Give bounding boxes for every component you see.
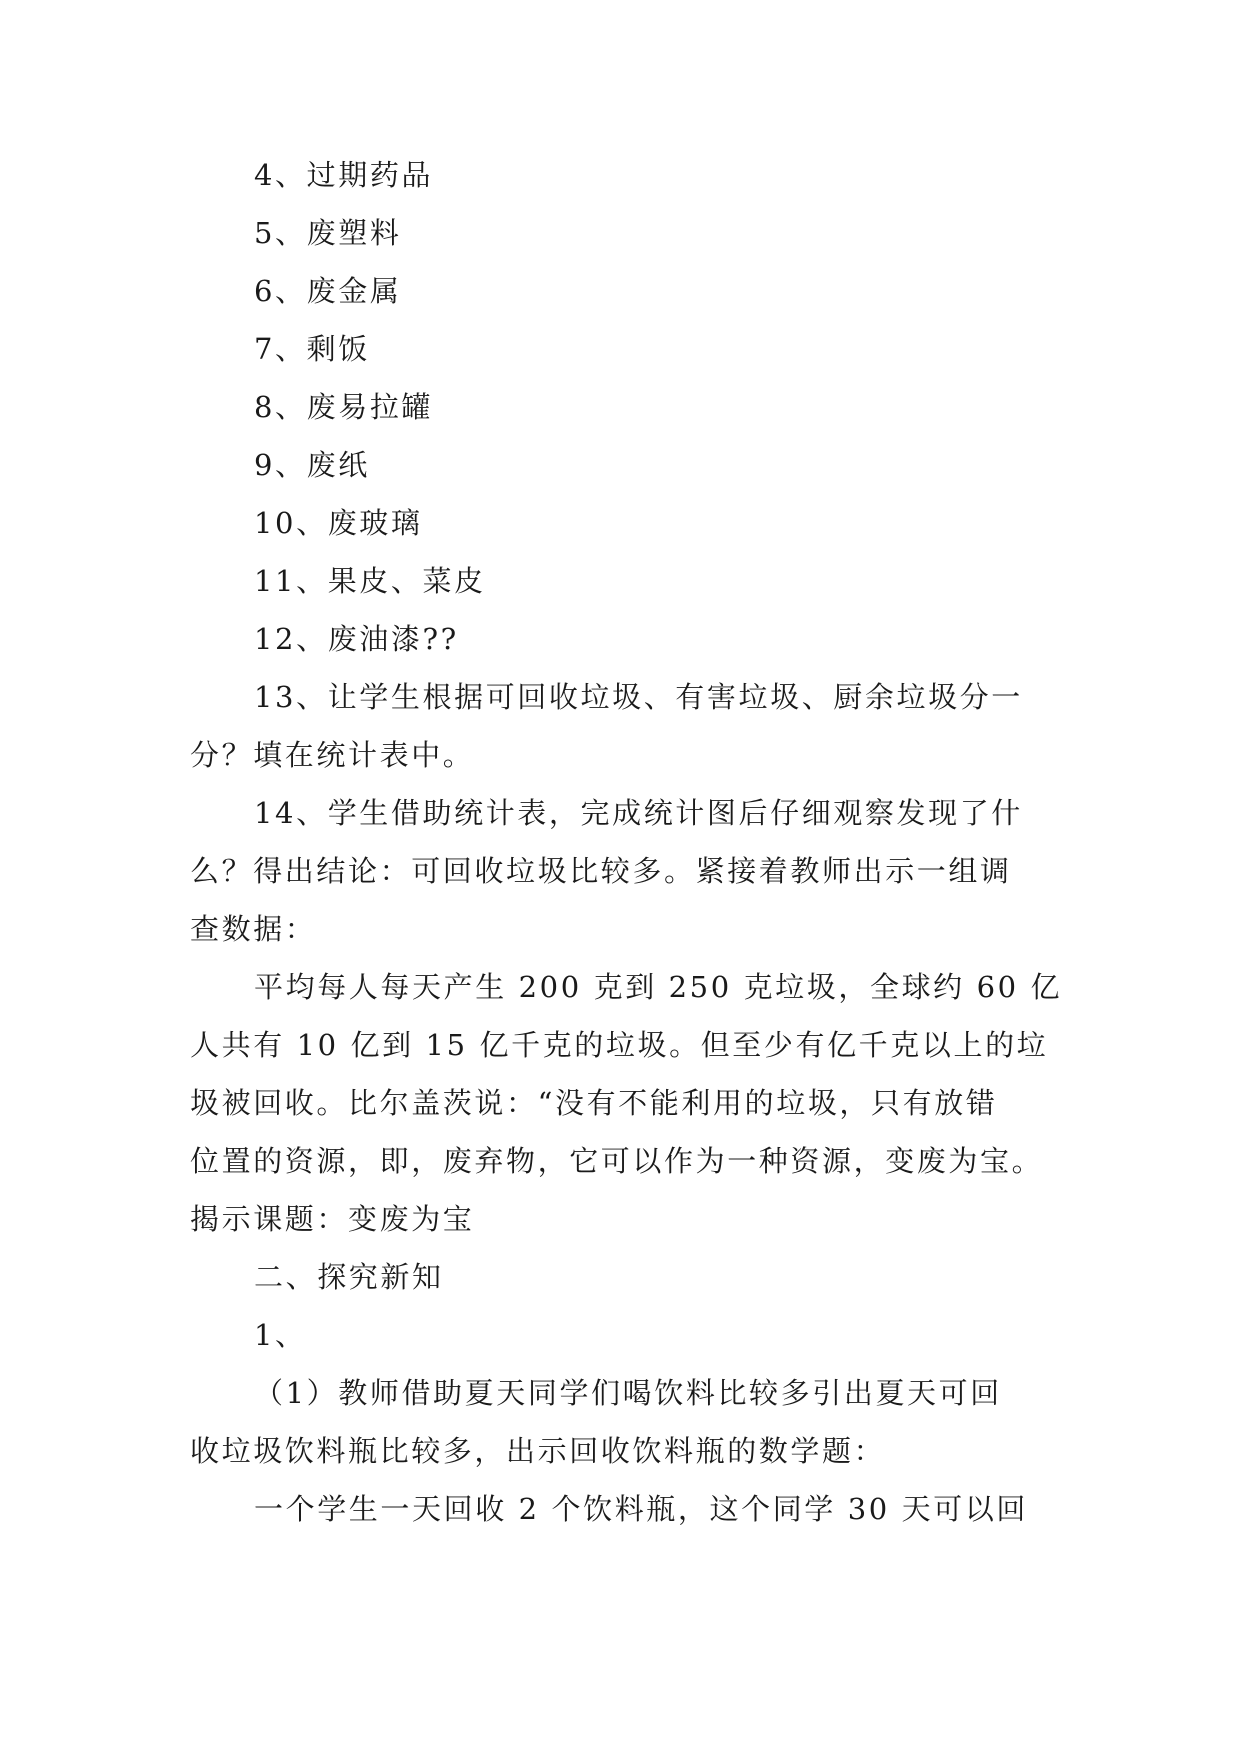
paragraph-14-line-1: 14、学生借助统计表，完成统计图后仔细观察发现了什 — [254, 796, 1023, 830]
data-paragraph-line-1: 平均每人每天产生 200 克到 250 克垃圾，全球约 60 亿 — [254, 970, 1063, 1004]
data-paragraph-line-2: 人共有 10 亿到 15 亿千克的垃圾。但至少有亿千克以上的垃 — [190, 1028, 1049, 1062]
paragraph-14-line-2: 么？得出结论：可回收垃圾比较多。紧接着教师出示一组调 — [190, 854, 1012, 888]
paragraph-13-line-2: 分？填在统计表中。 — [190, 738, 475, 772]
data-paragraph-line-5: 揭示课题：变废为宝 — [190, 1202, 475, 1236]
data-paragraph-line-4: 位置的资源，即，废弃物，它可以作为一种资源，变废为宝。 — [190, 1144, 1044, 1178]
data-paragraph-line-3: 圾被回收。比尔盖茨说：“没有不能利用的垃圾，只有放错 — [190, 1086, 998, 1120]
paragraph-14-line-3: 查数据： — [190, 912, 317, 946]
paragraph-13-line-1: 13、让学生根据可回收垃圾、有害垃圾、厨余垃圾分一 — [254, 680, 1023, 714]
subsection-number: 1、 — [254, 1318, 307, 1352]
list-item-9: 9、废纸 — [254, 448, 370, 482]
list-item-10: 10、废玻璃 — [254, 506, 423, 540]
list-item-4: 4、过期药品 — [254, 158, 434, 192]
subparagraph-1-line-2: 收垃圾饮料瓶比较多，出示回收饮料瓶的数学题： — [190, 1434, 886, 1468]
list-item-6: 6、废金属 — [254, 274, 402, 308]
list-item-5: 5、废塑料 — [254, 216, 402, 250]
list-item-7: 7、剩饭 — [254, 332, 370, 366]
subparagraph-1-line-1: （1）教师借助夏天同学们喝饮料比较多引出夏天可回 — [254, 1376, 1002, 1410]
list-item-12: 12、废油漆?? — [254, 622, 459, 656]
list-item-11: 11、果皮、菜皮 — [254, 564, 486, 598]
section-heading: 二、探究新知 — [254, 1260, 444, 1294]
list-item-8: 8、废易拉罐 — [254, 390, 434, 424]
math-problem-line: 一个学生一天回收 2 个饮料瓶，这个同学 30 天可以回 — [254, 1492, 1029, 1526]
